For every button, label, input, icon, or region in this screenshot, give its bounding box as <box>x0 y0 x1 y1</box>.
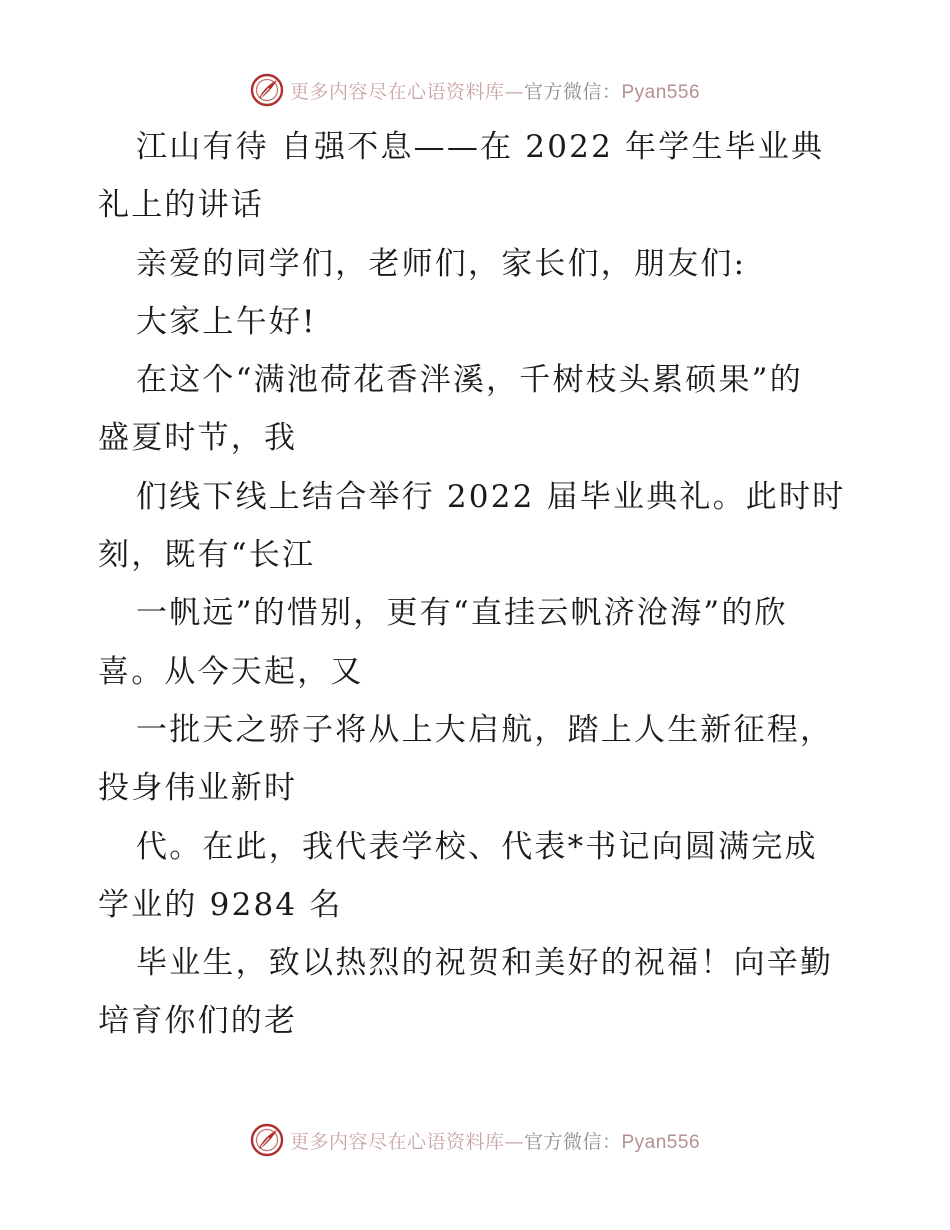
watermark-label: 官方微信： <box>523 80 622 103</box>
paragraph-line: 大家上午好! <box>136 303 317 340</box>
quill-logo-icon <box>250 73 284 107</box>
paragraph-line: 代。在此，我代表学校、代表*书记向圆满完成 <box>136 828 818 865</box>
paragraph-line: 喜。从今天起，又 <box>98 653 364 690</box>
watermark-label: 官方微信： <box>523 1130 622 1153</box>
watermark-text <box>290 77 700 104</box>
paragraph-line: 在这个“满池荷花香泮溪，千树枝头累硕果”的 <box>136 362 803 399</box>
paragraph-line: 培育你们的老 <box>98 1003 298 1040</box>
watermark-brand: 更多内容尽在心语资料库 <box>289 80 505 103</box>
paragraph-line: 毕业生，致以热烈的祝贺和美好的祝福！向辛勤 <box>136 945 834 982</box>
paragraph-line: 一批天之骄子将从上大启航，踏上人生新征程， <box>136 711 834 748</box>
watermark-dash: — <box>504 1130 524 1153</box>
paragraph-line: 学业的 9284 名 <box>98 886 343 923</box>
paragraph-line: 盛夏时节，我 <box>98 420 298 457</box>
watermark-wechat-id: Pyan556 <box>621 81 701 103</box>
paragraph-line: 一帆远”的惜别，更有“直挂云帆济沧海”的欣 <box>136 595 788 632</box>
paragraph-line: 江山有待 自强不息——在 2022 年学生毕业典 <box>136 129 825 165</box>
document-body <box>98 118 858 1051</box>
watermark-dash: — <box>504 80 524 103</box>
watermark-wechat-id: Pyan556 <box>621 1131 701 1153</box>
paragraph-line: 亲爱的同学们，老师们，家长们，朋友们: <box>136 245 747 282</box>
quill-logo-icon <box>250 1123 284 1157</box>
paragraph-line: 礼上的讲话 <box>98 187 264 224</box>
paragraph-line: 刻，既有“长江 <box>98 537 316 574</box>
footer-watermark <box>0 1120 950 1160</box>
header-watermark <box>0 70 950 110</box>
watermark-text <box>290 1127 700 1154</box>
watermark-brand: 更多内容尽在心语资料库 <box>289 1130 505 1153</box>
paragraph-line: 投身伟业新时 <box>98 770 298 807</box>
paragraph-line: 们线下线上结合举行 2022 届毕业典礼。此时时 <box>136 478 846 515</box>
